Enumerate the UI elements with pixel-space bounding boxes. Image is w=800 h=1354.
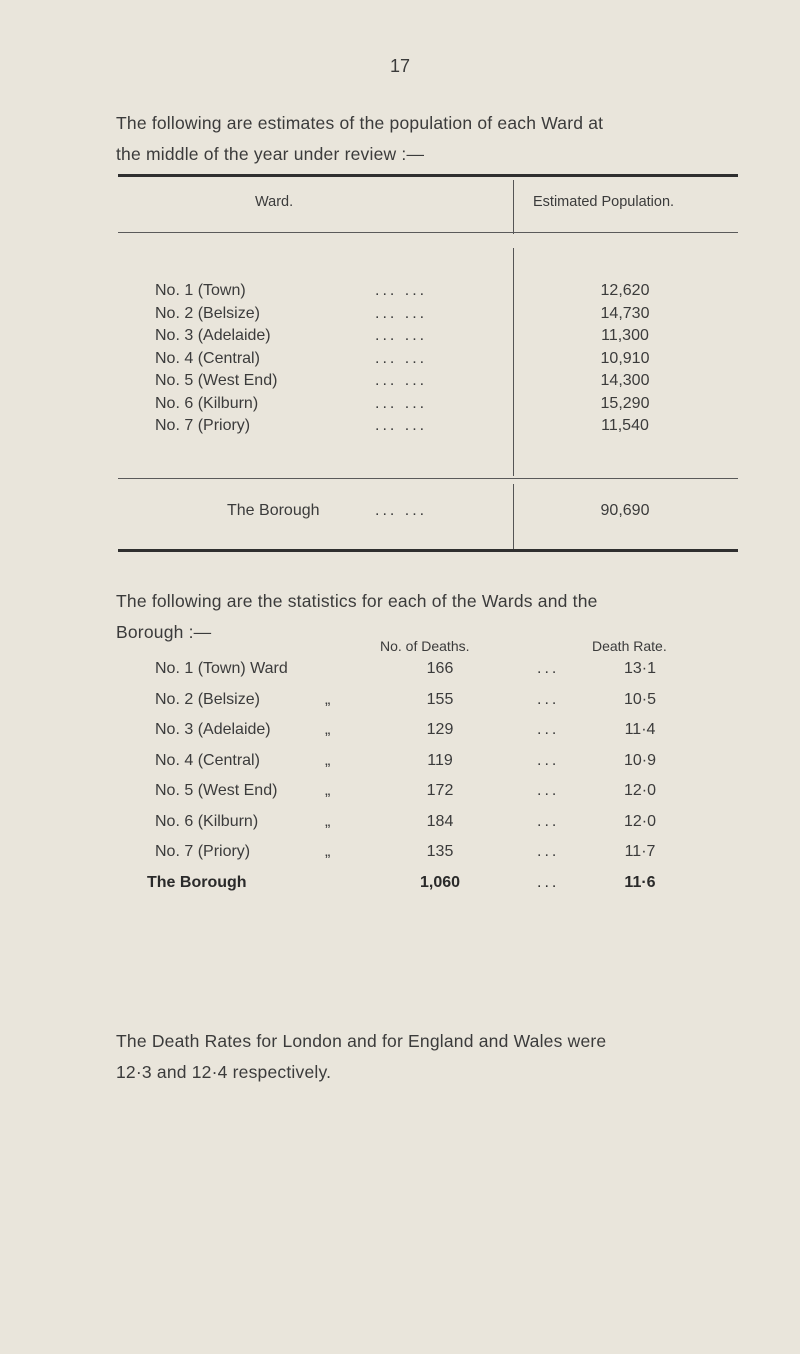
table-row — [0, 327, 800, 351]
table-row — [0, 282, 800, 306]
death-rate-value: 11·7 — [624, 843, 656, 860]
table-row — [0, 782, 800, 808]
leader-dots: ... — [537, 812, 560, 830]
population-value: 11,540 — [601, 417, 649, 434]
leader-dots: ... — [537, 690, 560, 708]
header-divider — [513, 180, 514, 234]
leader-dots: ... ... — [375, 417, 428, 434]
leader-dots: ... — [537, 873, 560, 891]
population-intro-line-1: The following are estimates of the population of each Ward at — [116, 113, 604, 133]
death-rate-value: 13·1 — [623, 660, 657, 677]
ward-name: No. 4 (Central) — [155, 349, 260, 367]
total-rule — [118, 478, 738, 479]
page-number: 17 — [389, 56, 411, 76]
population-intro — [116, 108, 746, 170]
ward-name: No. 5 (West End) — [155, 372, 278, 389]
population-value: 14,300 — [600, 372, 650, 389]
death-rate-value: 10·9 — [623, 751, 657, 769]
borough-total-label: The Borough — [147, 873, 247, 891]
population-value: 14,730 — [600, 304, 650, 322]
leader-dots: ... — [537, 782, 560, 799]
table-bottom-rule — [118, 549, 738, 552]
leader-dots: ... ... — [375, 394, 428, 412]
ditto-mark: „ — [325, 812, 331, 830]
death-rate-value: 10·5 — [623, 690, 657, 708]
population-value: 10,910 — [600, 349, 650, 367]
death-rate-value: 11·4 — [624, 721, 656, 738]
table-top-rule — [118, 174, 738, 177]
leader-dots: ... ... — [375, 327, 428, 344]
table-row — [0, 350, 800, 374]
table-row — [0, 721, 800, 747]
ward-column-header: Ward. — [255, 194, 294, 210]
leader-dots: ... ... — [375, 304, 428, 322]
deaths-value: 184 — [426, 812, 454, 830]
borough-total-row — [0, 502, 800, 526]
leader-dots: ... ... — [375, 502, 428, 519]
leader-dots: ... — [537, 721, 560, 738]
leader-dots: ... ... — [375, 349, 428, 367]
ward-name: No. 1 (Town) — [155, 282, 246, 299]
deaths-value: 155 — [426, 690, 454, 708]
leader-dots: ... ... — [375, 372, 428, 389]
ward-name: No. 2 (Belsize) — [155, 690, 260, 708]
borough-total-label: The Borough — [227, 502, 320, 519]
ditto-mark: „ — [325, 782, 331, 799]
deaths-value: 119 — [427, 751, 453, 769]
borough-total-rate: 11·6 — [624, 873, 656, 891]
table-row — [0, 752, 800, 778]
deaths-column-header: No. of Deaths. — [380, 638, 470, 654]
ward-name: No. 4 (Central) — [155, 751, 260, 769]
ward-name: No. 6 (Kilburn) — [155, 394, 259, 412]
closing-line-2: 12·3 and 12·4 respectively. — [116, 1062, 332, 1082]
table-row — [0, 417, 800, 441]
ward-name: No. 3 (Adelaide) — [155, 721, 271, 738]
ward-name: No. 7 (Priory) — [155, 417, 251, 434]
leader-dots: ... — [537, 843, 560, 860]
ward-name: No. 5 (West End) — [155, 782, 278, 799]
rate-column-header: Death Rate. — [592, 638, 667, 654]
ward-name: No. 3 (Adelaide) — [155, 327, 271, 344]
ward-name: No. 2 (Belsize) — [155, 304, 260, 322]
table-row — [0, 395, 800, 419]
leader-dots: ... ... — [375, 282, 428, 299]
deaths-value: 166 — [426, 660, 454, 677]
table-row — [0, 813, 800, 839]
ditto-mark: „ — [325, 690, 331, 708]
ditto-mark: „ — [325, 843, 331, 860]
ward-name: No. 7 (Priory) — [155, 843, 251, 860]
deaths-value: 172 — [426, 782, 454, 799]
borough-total-population: 90,690 — [600, 502, 650, 519]
table-row — [0, 372, 800, 396]
population-column-header: Estimated Population. — [533, 194, 675, 210]
table-row — [0, 843, 800, 869]
population-value: 15,290 — [600, 394, 650, 412]
population-value: 11,300 — [601, 327, 649, 344]
borough-total-deaths: 1,060 — [419, 873, 461, 891]
deaths-value: 135 — [426, 843, 454, 860]
ditto-mark: „ — [325, 721, 331, 738]
ward-name: No. 6 (Kilburn) — [155, 812, 259, 830]
closing-line-1: The Death Rates for London and for England and Wales were — [116, 1031, 607, 1051]
ward-name: No. 1 (Town) Ward — [155, 660, 288, 677]
statistics-intro-line-1: The following are the statistics for each of the Wards and the — [116, 591, 598, 611]
leader-dots: ... — [537, 751, 560, 769]
table-row — [0, 305, 800, 329]
borough-total-row — [0, 874, 800, 900]
deaths-value: 129 — [426, 721, 454, 738]
leader-dots: ... — [537, 660, 560, 677]
statistics-intro-line-2: Borough :— — [116, 622, 212, 642]
death-rate-value: 12·0 — [623, 782, 657, 799]
death-rate-value: 12·0 — [623, 812, 657, 830]
table-row — [0, 660, 800, 686]
closing-paragraph — [116, 1026, 746, 1088]
header-rule — [118, 232, 738, 233]
table-row — [0, 691, 800, 717]
population-intro-line-2: the middle of the year under review :— — [116, 144, 425, 164]
population-value: 12,620 — [600, 282, 650, 299]
ditto-mark: „ — [325, 751, 331, 769]
